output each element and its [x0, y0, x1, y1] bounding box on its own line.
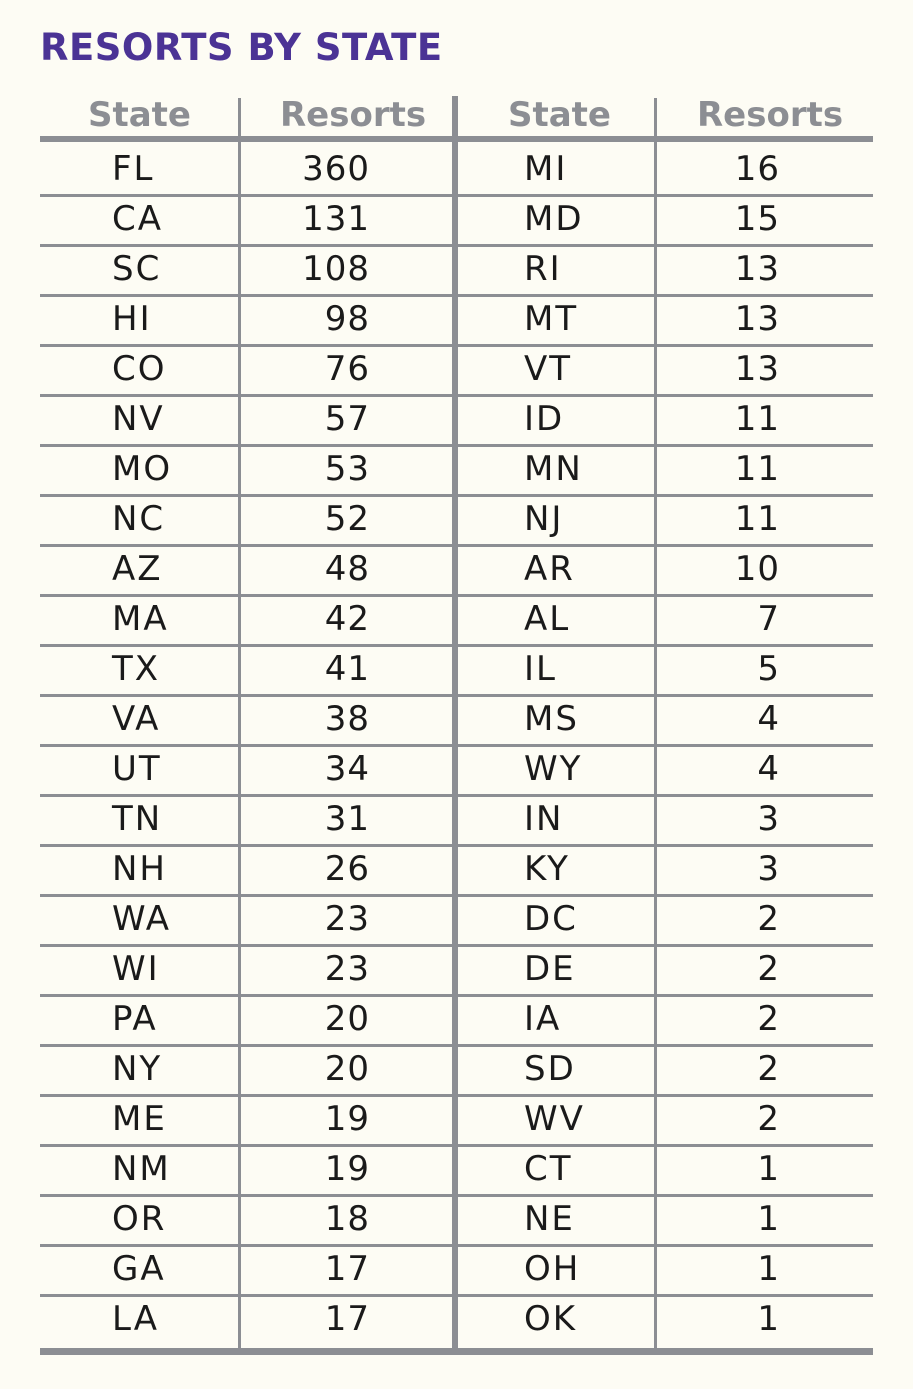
column-divider-center: [452, 96, 458, 1350]
resorts-cell: 131: [302, 199, 370, 239]
state-cell: MI: [524, 149, 568, 189]
header-state-left: State: [88, 95, 191, 135]
state-cell: WI: [112, 949, 160, 989]
state-cell: PA: [112, 999, 158, 1039]
resorts-cell: 20: [324, 1049, 370, 1089]
state-cell: ID: [524, 399, 565, 439]
state-cell: NC: [112, 499, 166, 539]
resorts-cell: 7: [757, 599, 780, 639]
resorts-cell: 108: [302, 249, 370, 289]
state-cell: NE: [524, 1199, 575, 1239]
state-cell: MD: [524, 199, 584, 239]
column-divider-right: [654, 98, 657, 1350]
state-cell: AZ: [112, 549, 163, 589]
resorts-cell: 2: [757, 1099, 780, 1139]
resorts-cell: 3: [757, 799, 780, 839]
state-cell: MS: [524, 699, 579, 739]
state-cell: RI: [524, 249, 562, 289]
state-cell: FL: [112, 149, 155, 189]
resorts-cell: 2: [757, 899, 780, 939]
state-cell: NM: [112, 1149, 171, 1189]
state-cell: MT: [524, 299, 579, 339]
resorts-cell: 13: [734, 349, 780, 389]
resorts-cell: 16: [734, 149, 780, 189]
state-cell: GA: [112, 1249, 166, 1289]
header-resorts-left: Resorts: [280, 95, 427, 135]
resorts-cell: 18: [324, 1199, 370, 1239]
resorts-cell: 34: [324, 749, 370, 789]
header-resorts-right: Resorts: [697, 95, 844, 135]
state-cell: OH: [524, 1249, 581, 1289]
resorts-cell: 23: [324, 949, 370, 989]
state-cell: OK: [524, 1299, 578, 1339]
resorts-cell: 31: [324, 799, 370, 839]
resorts-cell: 52: [324, 499, 370, 539]
state-cell: TN: [112, 799, 163, 839]
state-cell: IA: [524, 999, 562, 1039]
state-cell: WV: [524, 1099, 585, 1139]
resorts-cell: 26: [324, 849, 370, 889]
state-cell: UT: [112, 749, 162, 789]
header-state-right: State: [508, 95, 611, 135]
chart-title: RESORTS BY STATE: [40, 26, 443, 69]
state-cell: IL: [524, 649, 557, 689]
state-cell: IN: [524, 799, 564, 839]
resorts-cell: 15: [734, 199, 780, 239]
resorts-cell: 11: [734, 499, 780, 539]
resorts-cell: 20: [324, 999, 370, 1039]
resorts-cell: 1: [757, 1249, 780, 1289]
state-cell: VT: [524, 349, 573, 389]
resorts-cell: 13: [734, 249, 780, 289]
state-cell: AL: [524, 599, 571, 639]
resorts-cell: 2: [757, 999, 780, 1039]
state-cell: SD: [524, 1049, 576, 1089]
resorts-cell: 2: [757, 949, 780, 989]
state-cell: NY: [112, 1049, 163, 1089]
resorts-cell: 17: [324, 1249, 370, 1289]
state-cell: OR: [112, 1199, 167, 1239]
resorts-cell: 53: [324, 449, 370, 489]
state-cell: LA: [112, 1299, 159, 1339]
resorts-cell: 23: [324, 899, 370, 939]
state-cell: MA: [112, 599, 169, 639]
column-divider-left: [238, 98, 241, 1350]
state-cell: NH: [112, 849, 167, 889]
resorts-cell: 3: [757, 849, 780, 889]
resorts-cell: 1: [757, 1299, 780, 1339]
resorts-cell: 11: [734, 449, 780, 489]
resorts-cell: 1: [757, 1149, 780, 1189]
resorts-cell: 4: [757, 699, 780, 739]
resorts-cell: 19: [324, 1149, 370, 1189]
resorts-cell: 19: [324, 1099, 370, 1139]
resorts-cell: 57: [324, 399, 370, 439]
state-cell: KY: [524, 849, 570, 889]
resorts-cell: 1: [757, 1199, 780, 1239]
state-cell: MN: [524, 449, 583, 489]
state-cell: SC: [112, 249, 162, 289]
resorts-cell: 360: [302, 149, 370, 189]
resorts-cell: 76: [324, 349, 370, 389]
state-cell: WA: [112, 899, 172, 939]
resorts-cell: 2: [757, 1049, 780, 1089]
resorts-cell: 38: [324, 699, 370, 739]
resorts-cell: 10: [734, 549, 780, 589]
state-cell: MO: [112, 449, 173, 489]
resorts-cell: 17: [324, 1299, 370, 1339]
resorts-cell: 98: [324, 299, 370, 339]
state-cell: VA: [112, 699, 161, 739]
state-cell: HI: [112, 299, 152, 339]
state-cell: TX: [112, 649, 161, 689]
state-cell: AR: [524, 549, 575, 589]
state-cell: CT: [524, 1149, 573, 1189]
state-cell: ME: [112, 1099, 167, 1139]
state-cell: CA: [112, 199, 163, 239]
resorts-cell: 41: [324, 649, 370, 689]
state-cell: NJ: [524, 499, 564, 539]
resorts-cell: 42: [324, 599, 370, 639]
state-cell: NV: [112, 399, 165, 439]
resorts-table: [40, 96, 873, 1358]
resorts-cell: 5: [757, 649, 780, 689]
resorts-cell: 13: [734, 299, 780, 339]
state-cell: WY: [524, 749, 583, 789]
resorts-cell: 48: [324, 549, 370, 589]
state-cell: CO: [112, 349, 167, 389]
state-cell: DC: [524, 899, 578, 939]
state-cell: DE: [524, 949, 576, 989]
resorts-cell: 11: [734, 399, 780, 439]
resorts-cell: 4: [757, 749, 780, 789]
